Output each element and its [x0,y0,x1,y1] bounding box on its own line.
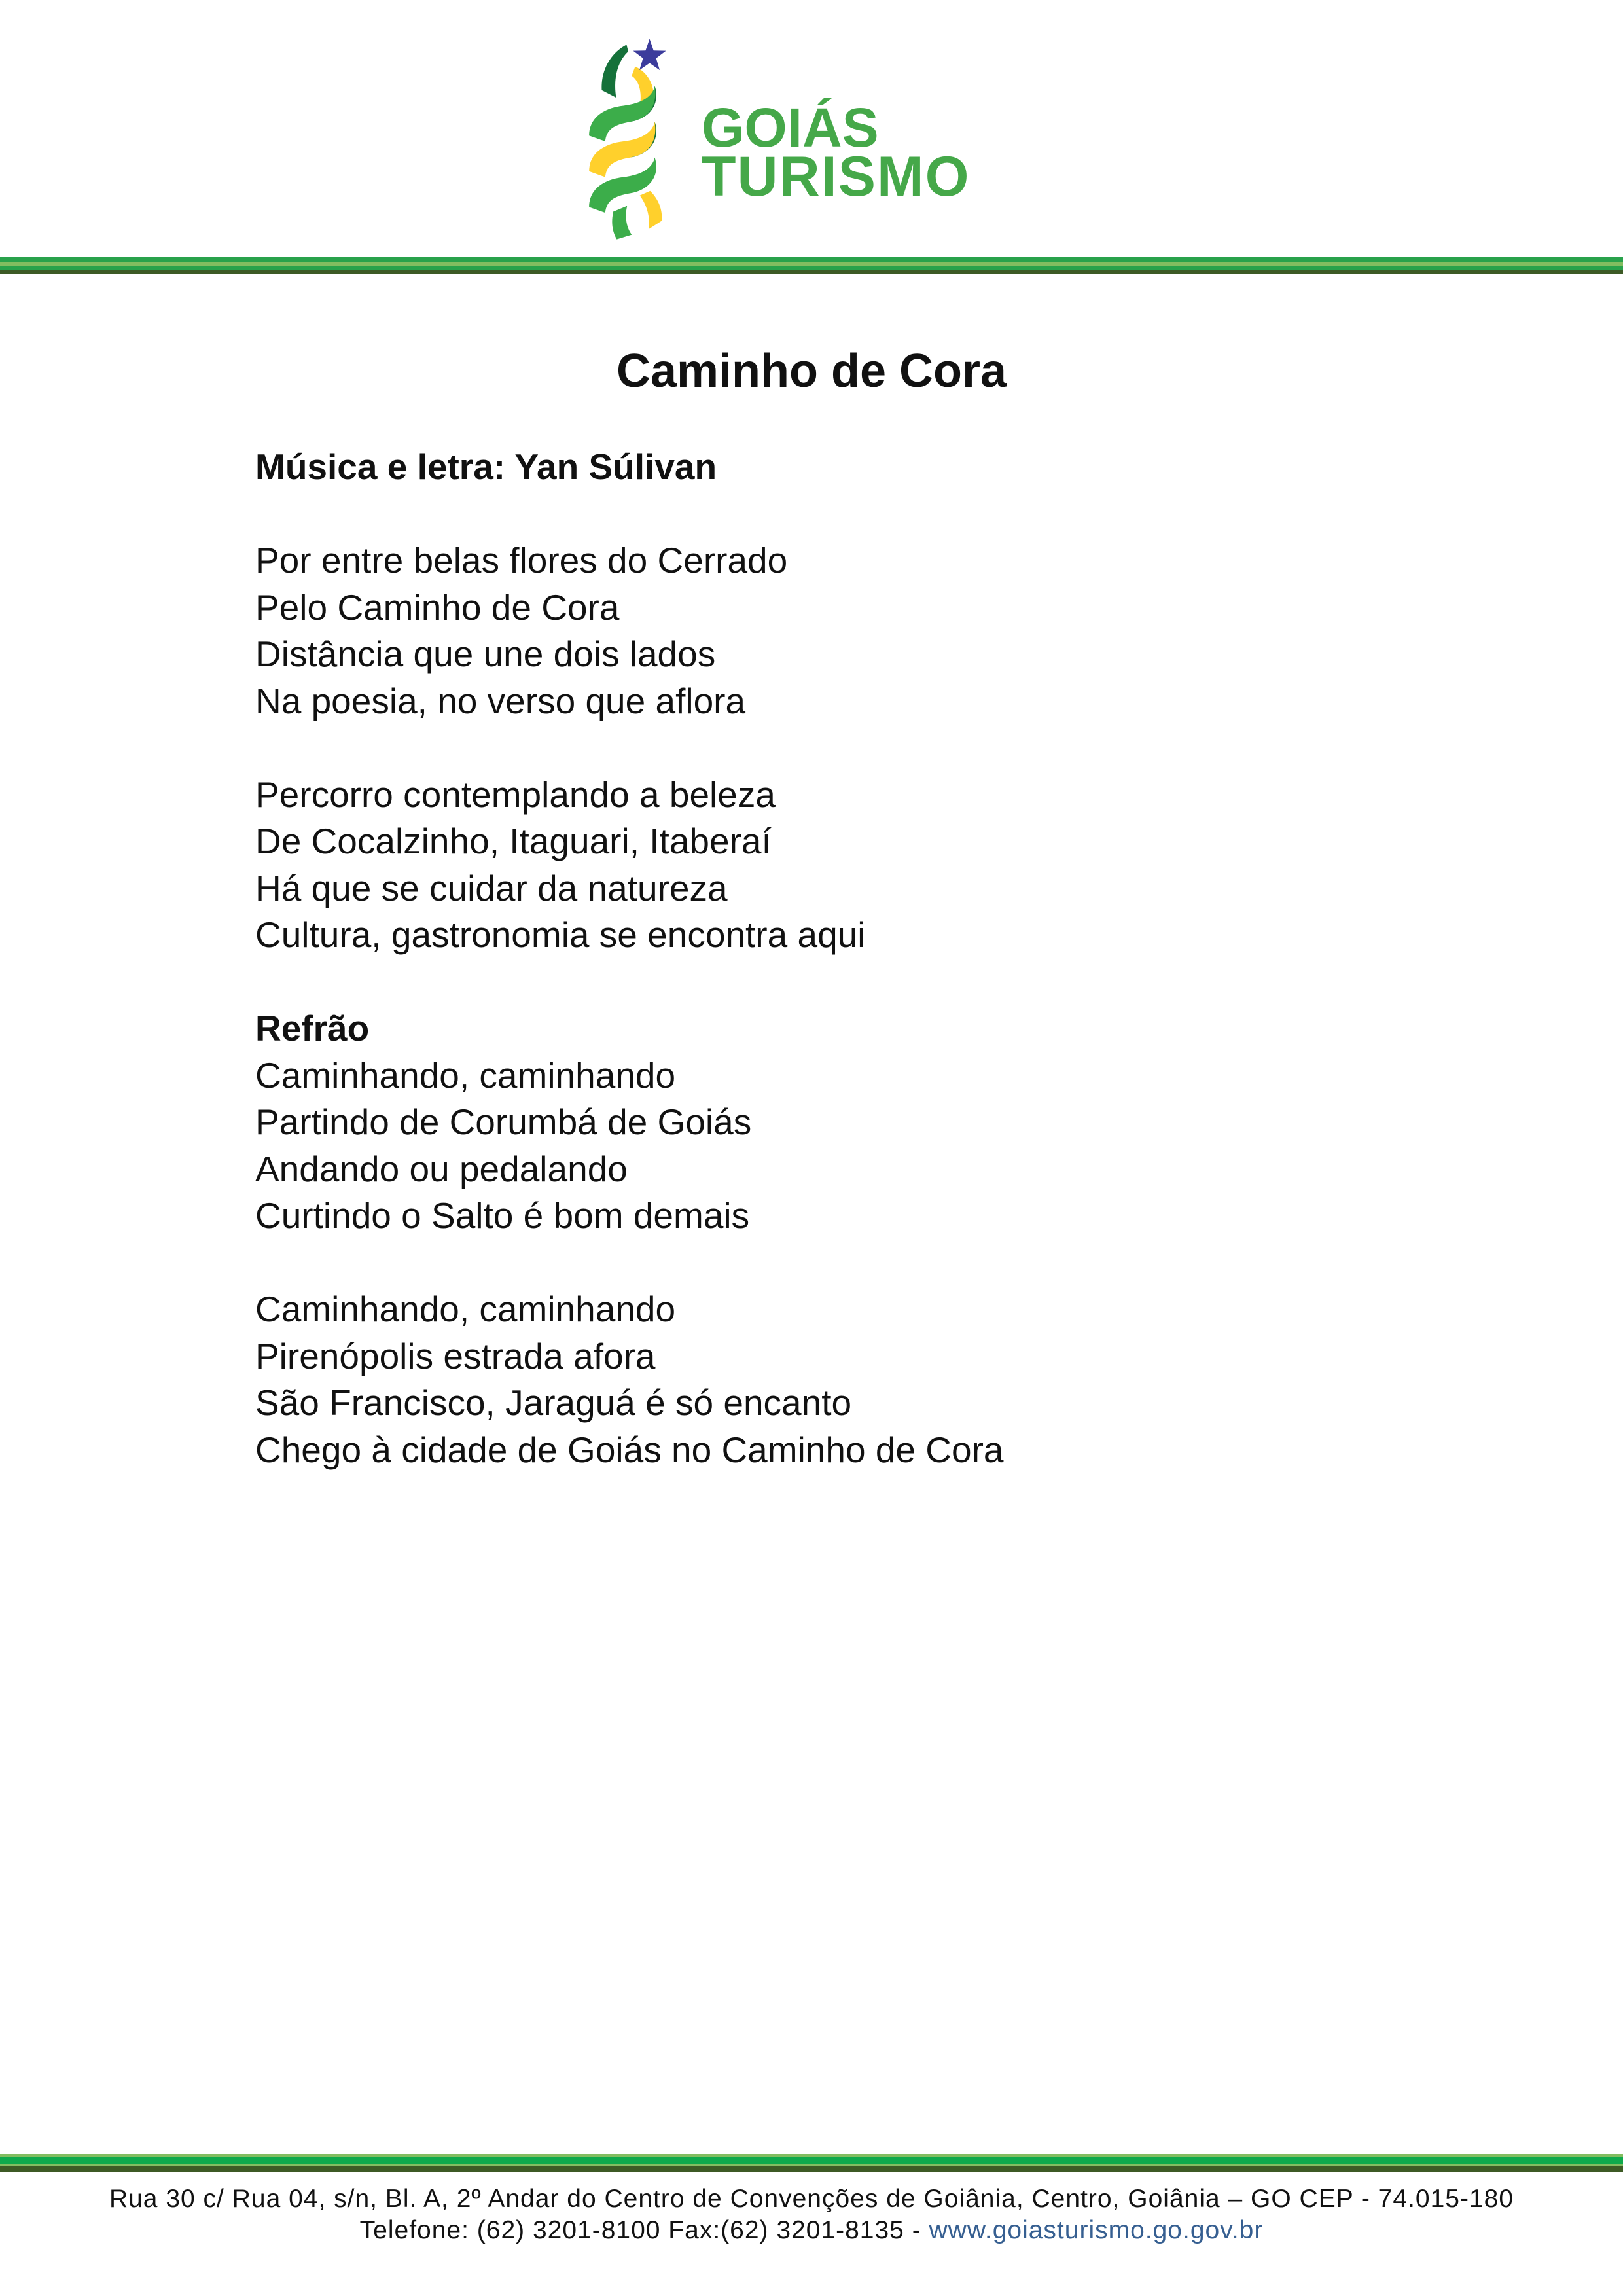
stanza-2 [255,772,1400,959]
footer-divider [0,2154,1623,2172]
lyric-line: Chego à cidade de Goiás no Caminho de Cora [255,1429,1004,1470]
lyric-line: Cultura, gastronomia se encontra aqui [255,914,866,955]
lyric-line: Percorro contemplando a beleza [255,774,776,815]
website-link[interactable]: www.goiasturismo.go.gov.br [929,2216,1264,2244]
lyric-line: Caminhando, caminhando [255,1289,676,1329]
brand-wordmark [702,97,971,208]
lyrics-section [255,444,1400,1473]
header-divider [0,257,1623,274]
lyric-line: Pirenópolis estrada afora [255,1335,656,1376]
lyric-line: De Cocalzinho, Itaguari, Itaberaí [255,821,772,861]
footer-text [0,2183,1623,2246]
lyric-line: Por entre belas flores do Cerrado [255,540,788,581]
ribbon-spiral-icon [571,33,686,241]
lyric-line: Há que se cuidar da natureza [255,867,728,908]
lyric-line: Caminhando, caminhando [255,1054,676,1096]
footer-contact-line [0,2215,1623,2246]
stanza-label: Refrão [255,1008,370,1049]
lyric-line: Partindo de Corumbá de Goiás [255,1102,752,1142]
lyric-line: Andando ou pedalando [255,1148,628,1189]
footer-phone-fax: Telefone: (62) 3201-8100 Fax:(62) 3201-8135 - [359,2216,929,2244]
brand-name: GOIÁS [702,97,879,158]
stanza-4 [255,1286,1400,1473]
footer-address: Rua 30 c/ Rua 04, s/n, Bl. A, 2º Andar do Centro de Convenções de Goiânia, Centro, Goiânia – GO CEP - 74.015-180 [109,2185,1514,2213]
lyric-line: Pelo Caminho de Cora [255,586,620,628]
star-icon [633,39,666,70]
brand-subname: TURISMO [702,145,971,208]
lyric-line: Na poesia, no verso que aflora [255,680,746,721]
lyric-line: Distância que une dois lados [255,634,716,674]
stanza-3-refrao [255,1005,1400,1240]
page-title: Caminho de Cora [616,345,1007,397]
lyric-line: São Francisco, Jaraguá é só encanto [255,1382,852,1423]
credit-line: Música e letra: Yan Súlivan [255,446,717,487]
stanza-1 [255,537,1400,725]
lyric-line: Curtindo o Salto é bom demais [255,1195,750,1236]
